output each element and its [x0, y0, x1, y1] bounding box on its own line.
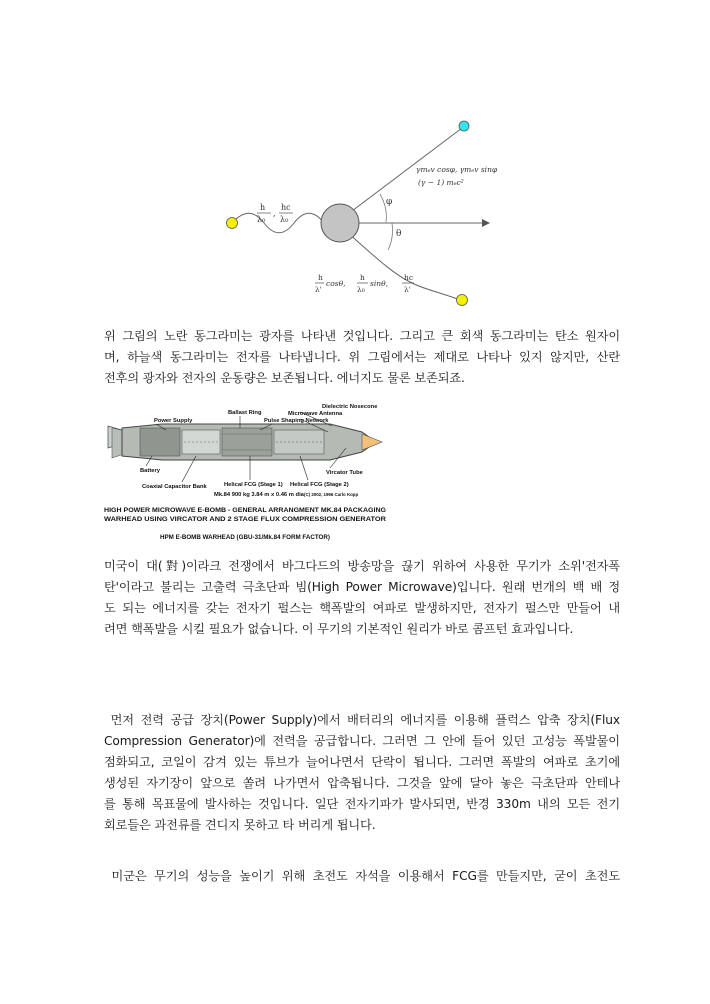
label-dimensions: Mk.84 900 kg 3.84 m x 0.46 m dia: [214, 492, 304, 498]
svg-text:sinθ,: sinθ,: [370, 279, 388, 288]
electron-path-line: [340, 128, 462, 220]
scattered-photon-circle: [457, 295, 468, 306]
svg-text:hc: hc: [281, 203, 291, 212]
electron-momentum-label: [416, 165, 498, 187]
svg-text:λ₀: λ₀: [257, 215, 266, 224]
svg-text:λ₀: λ₀: [357, 285, 365, 294]
svg-text:hc: hc: [404, 273, 414, 282]
label-battery: Battery: [140, 468, 160, 474]
incident-photon-circle: [227, 218, 238, 229]
e-bomb-diagram: [100, 402, 390, 548]
text-line: 며, 하늘색 동그라미는 전자를 나타냅니다. 위 그림에서는 제대로 나타나 있지 않지만, 산란: [104, 350, 620, 364]
label-helical-fcg-stage2: Helical FCG (Stage 2): [290, 482, 349, 488]
reference-axis-arrowhead: [482, 219, 490, 227]
nosecone: [362, 434, 382, 450]
svg-text:,: ,: [273, 209, 276, 218]
carbon-atom-circle: [321, 204, 359, 242]
caption-line1: HIGH POWER MICROWAVE E-BOMB - GENERAL ARRANGMENT MK.84 PACKAGING: [104, 508, 387, 514]
label-copyright: (C) 2002, 1996 Carlo Kopp: [304, 492, 359, 497]
text-line: 미국이 대(對)이라크 전쟁에서 바그다드의 방송망을 끊기 위하여 사용한 무기가 소위'전자폭: [104, 559, 620, 573]
label-vircator-tube: Vircator Tube: [326, 470, 363, 476]
text-line: 탄'이라고 불리는 고출력 극초단파 빔(High Power Microwave)입니다. 원래 번개의 백 배 정: [104, 580, 620, 594]
label-pulse-shaping-network: Pulse Shaping Network: [264, 418, 329, 424]
svg-text:h: h: [360, 273, 365, 282]
caption-line2: WARHEAD USING VIRCATOR AND 2 STAGE FLUX COMPRESSION GENERATOR: [104, 517, 387, 523]
svg-text:cosθ,: cosθ,: [326, 279, 346, 288]
svg-text:(γ − 1) mₑc²: (γ − 1) mₑc²: [418, 178, 464, 187]
label-helical-fcg-stage1: Helical FCG (Stage 1): [224, 482, 283, 488]
svg-text:λ': λ': [404, 285, 411, 294]
label-power-supply: Power Supply: [154, 418, 193, 424]
text-line: 를 통해 목표물에 발사하는 것입니다. 일단 전자기파가 발사되면, 반경 330m 내의 모든 전기: [104, 797, 620, 811]
electron-circle: [459, 121, 469, 131]
text-line: 생성된 자기장이 앞으로 쏠려 나가면서 압축됩니다. 그것을 앞에 달아 놓은 극초단파 안테나: [104, 776, 620, 790]
text-line: 먼저 전력 공급 장치(Power Supply)에서 배터리의 에너지를 이용해 플럭스 압축 장치(Flux: [104, 713, 620, 727]
incident-photon-wave: [232, 213, 324, 233]
label-ballast-ring: Ballast Ring: [228, 410, 262, 416]
compton-scattering-diagram: [220, 112, 510, 312]
text-line: Compression Generator)에 전력을 공급합니다. 그러면 그 안에 들어 있던 고성능 폭발물이: [104, 734, 620, 748]
phi-label: φ: [386, 197, 393, 207]
text-line: 미군은 무기의 성능을 높이기 위해 초전도 자석을 이용해서 FCG를 만들지만, 굳이 초전도: [104, 869, 620, 883]
label-microwave-antenna: Microwave Antenna: [288, 411, 343, 417]
theta-angle-arc: [388, 223, 393, 250]
svg-text:λ₀: λ₀: [280, 215, 289, 224]
caption-line3: HPM E-BOMB WARHEAD (GBU-31/Mk.84 FORM FACTOR): [160, 534, 330, 541]
text-line: 도 되는 에너지를 갖는 전자기 펄스는 핵폭발의 여파로 발생하지만, 전자기 펄스만 만들어 내: [104, 601, 620, 615]
svg-text:h: h: [260, 203, 266, 212]
paragraph-superconducting-fcg: [104, 866, 620, 887]
theta-label: θ: [396, 229, 402, 239]
svg-text:h: h: [318, 273, 323, 282]
paragraph-compton-explanation: [104, 326, 620, 389]
paragraph-e-bomb-intro: [104, 556, 620, 640]
label-dielectric-nosecone: Dielectric Nosecone: [322, 404, 378, 410]
text-line: 위 그림의 노란 동그라미는 광자를 나타낸 것입니다. 그리고 큰 회색 동그라미는 탄소 원자이: [104, 329, 620, 343]
paragraph-e-bomb-mechanism: [104, 710, 620, 836]
svg-text:λ': λ': [315, 285, 322, 294]
text-line: 회로들은 과전류를 견디지 못하고 타 버리게 됩니다.: [104, 818, 376, 832]
text-line: 전후의 광자와 전자의 운동량은 보존됩니다. 에너지도 물론 보존되죠.: [104, 371, 465, 385]
label-coaxial-capacitor-bank: Coaxial Capacitor Bank: [142, 484, 207, 490]
svg-text:γmₑv cosφ, γmₑv sinφ: γmₑv cosφ, γmₑv sinφ: [416, 165, 498, 174]
incident-momentum-label: [257, 203, 293, 224]
text-line: 점화되고, 코일이 감겨 있는 튜브가 늘어나면서 단락이 됩니다. 그러면 폭발의 여파로 초기에: [104, 755, 620, 769]
text-line: 려면 핵폭발을 시킬 필요가 없습니다. 이 무기의 기본적인 원리가 바로 콤프턴 효과입니다.: [104, 622, 574, 636]
